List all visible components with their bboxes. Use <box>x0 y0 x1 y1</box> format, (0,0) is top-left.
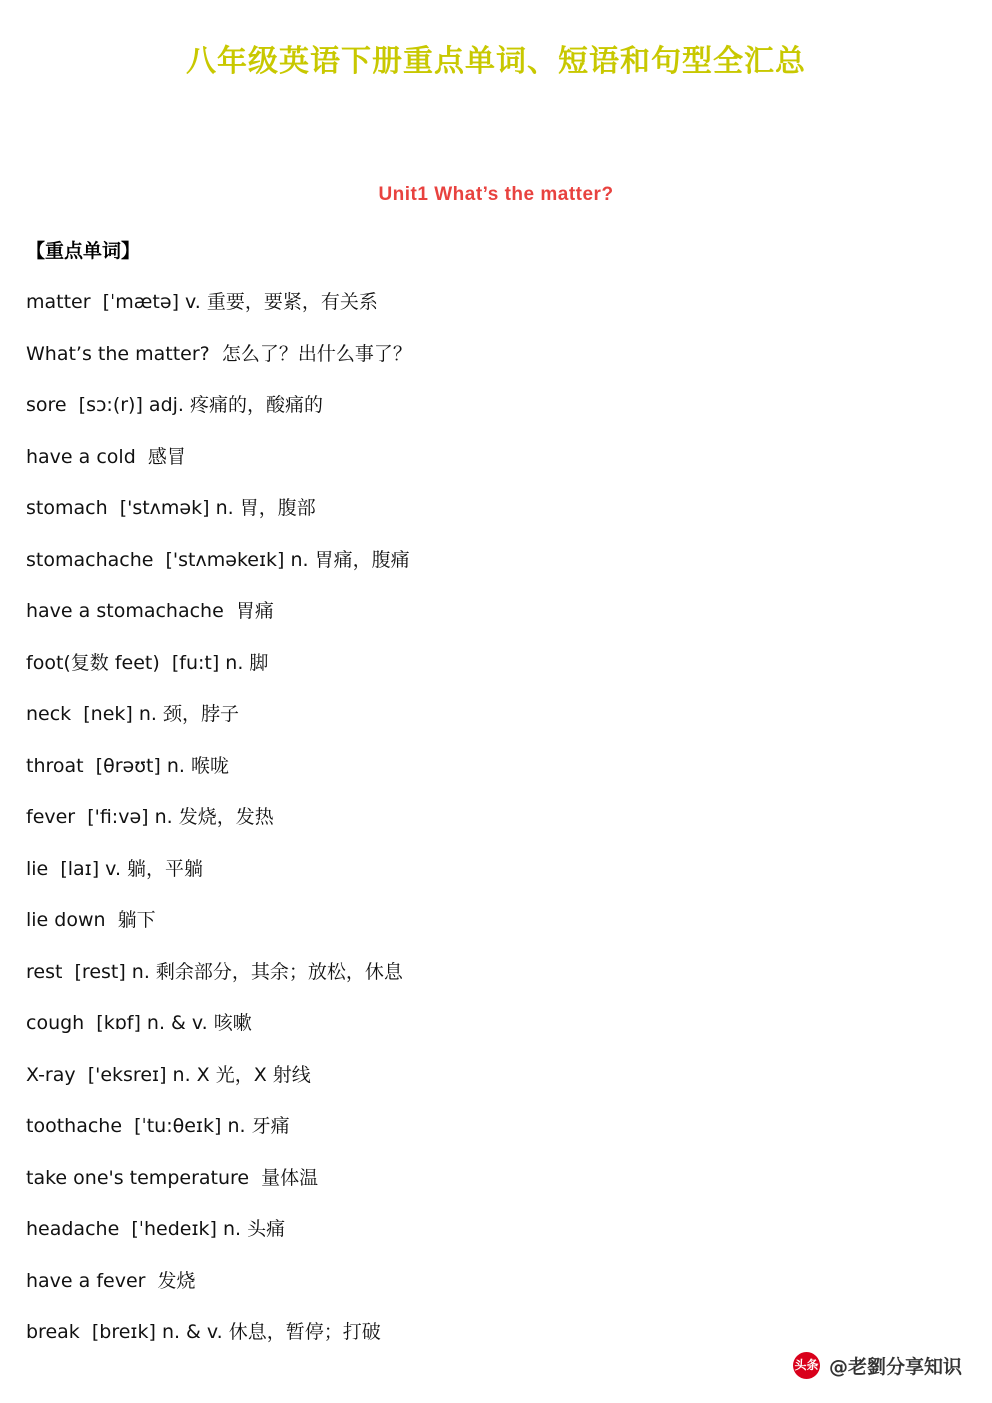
list-item: have a cold 感冒 <box>26 445 186 468</box>
list-item: matter [ˈmætə] v. 重要，要紧，有关系 <box>26 291 378 313</box>
list-item: X-ray ['eksreɪ] n. X 光，X 射线 <box>26 1063 311 1086</box>
list-item: sore [sɔ:(r)] adj. 疼痛的，酸痛的 <box>26 394 323 416</box>
list-item: lie [laɪ] v. 躺，平躺 <box>26 857 204 880</box>
toutiao-logo-icon: 头条 <box>793 1352 820 1379</box>
watermark <box>793 1352 962 1379</box>
list-item: have a fever 发烧 <box>26 1269 196 1292</box>
unit-heading: Unit1 What’s the matter? <box>378 184 614 205</box>
section-label: 【重点单词】 <box>26 240 141 262</box>
list-item: take one's temperature 量体温 <box>26 1166 319 1189</box>
list-item: cough [kɒf] n. & v. 咳嗽 <box>26 1012 252 1034</box>
vocabulary-list <box>24 263 968 1359</box>
list-item: have a stomachache 胃痛 <box>26 600 274 622</box>
list-item: stomach ['stʌmək] n. 胃，腹部 <box>26 497 316 519</box>
list-item: headache [ˈhedeɪk] n. 头痛 <box>26 1218 286 1240</box>
list-item: lie down 躺下 <box>26 909 156 931</box>
page-title: 八年级英语下册重点单词、短语和句型全汇总 <box>186 44 806 79</box>
watermark-text: @老劉分享知识 <box>828 1356 962 1378</box>
list-item: break [breɪk] n. & v. 休息，暂停；打破 <box>26 1321 381 1343</box>
list-item: rest [rest] n. 剩余部分，其余；放松，休息 <box>26 960 403 983</box>
list-item: What’s the matter? 怎么了？出什么事了？ <box>26 342 412 365</box>
list-item: neck [nek] n. 颈，脖子 <box>26 703 239 725</box>
list-item: fever ['fi:və] n. 发烧，发热 <box>26 806 274 828</box>
list-item: throat [θrəʊt] n. 喉咙 <box>26 754 229 777</box>
list-item: toothache [ˈtu:θeɪk] n. 牙痛 <box>26 1115 290 1137</box>
list-item: foot(复数 feet) [fu:t] n. 脚 <box>26 651 269 674</box>
list-item: stomachache ['stʌməkeɪk] n. 胃痛，腹痛 <box>26 548 410 571</box>
